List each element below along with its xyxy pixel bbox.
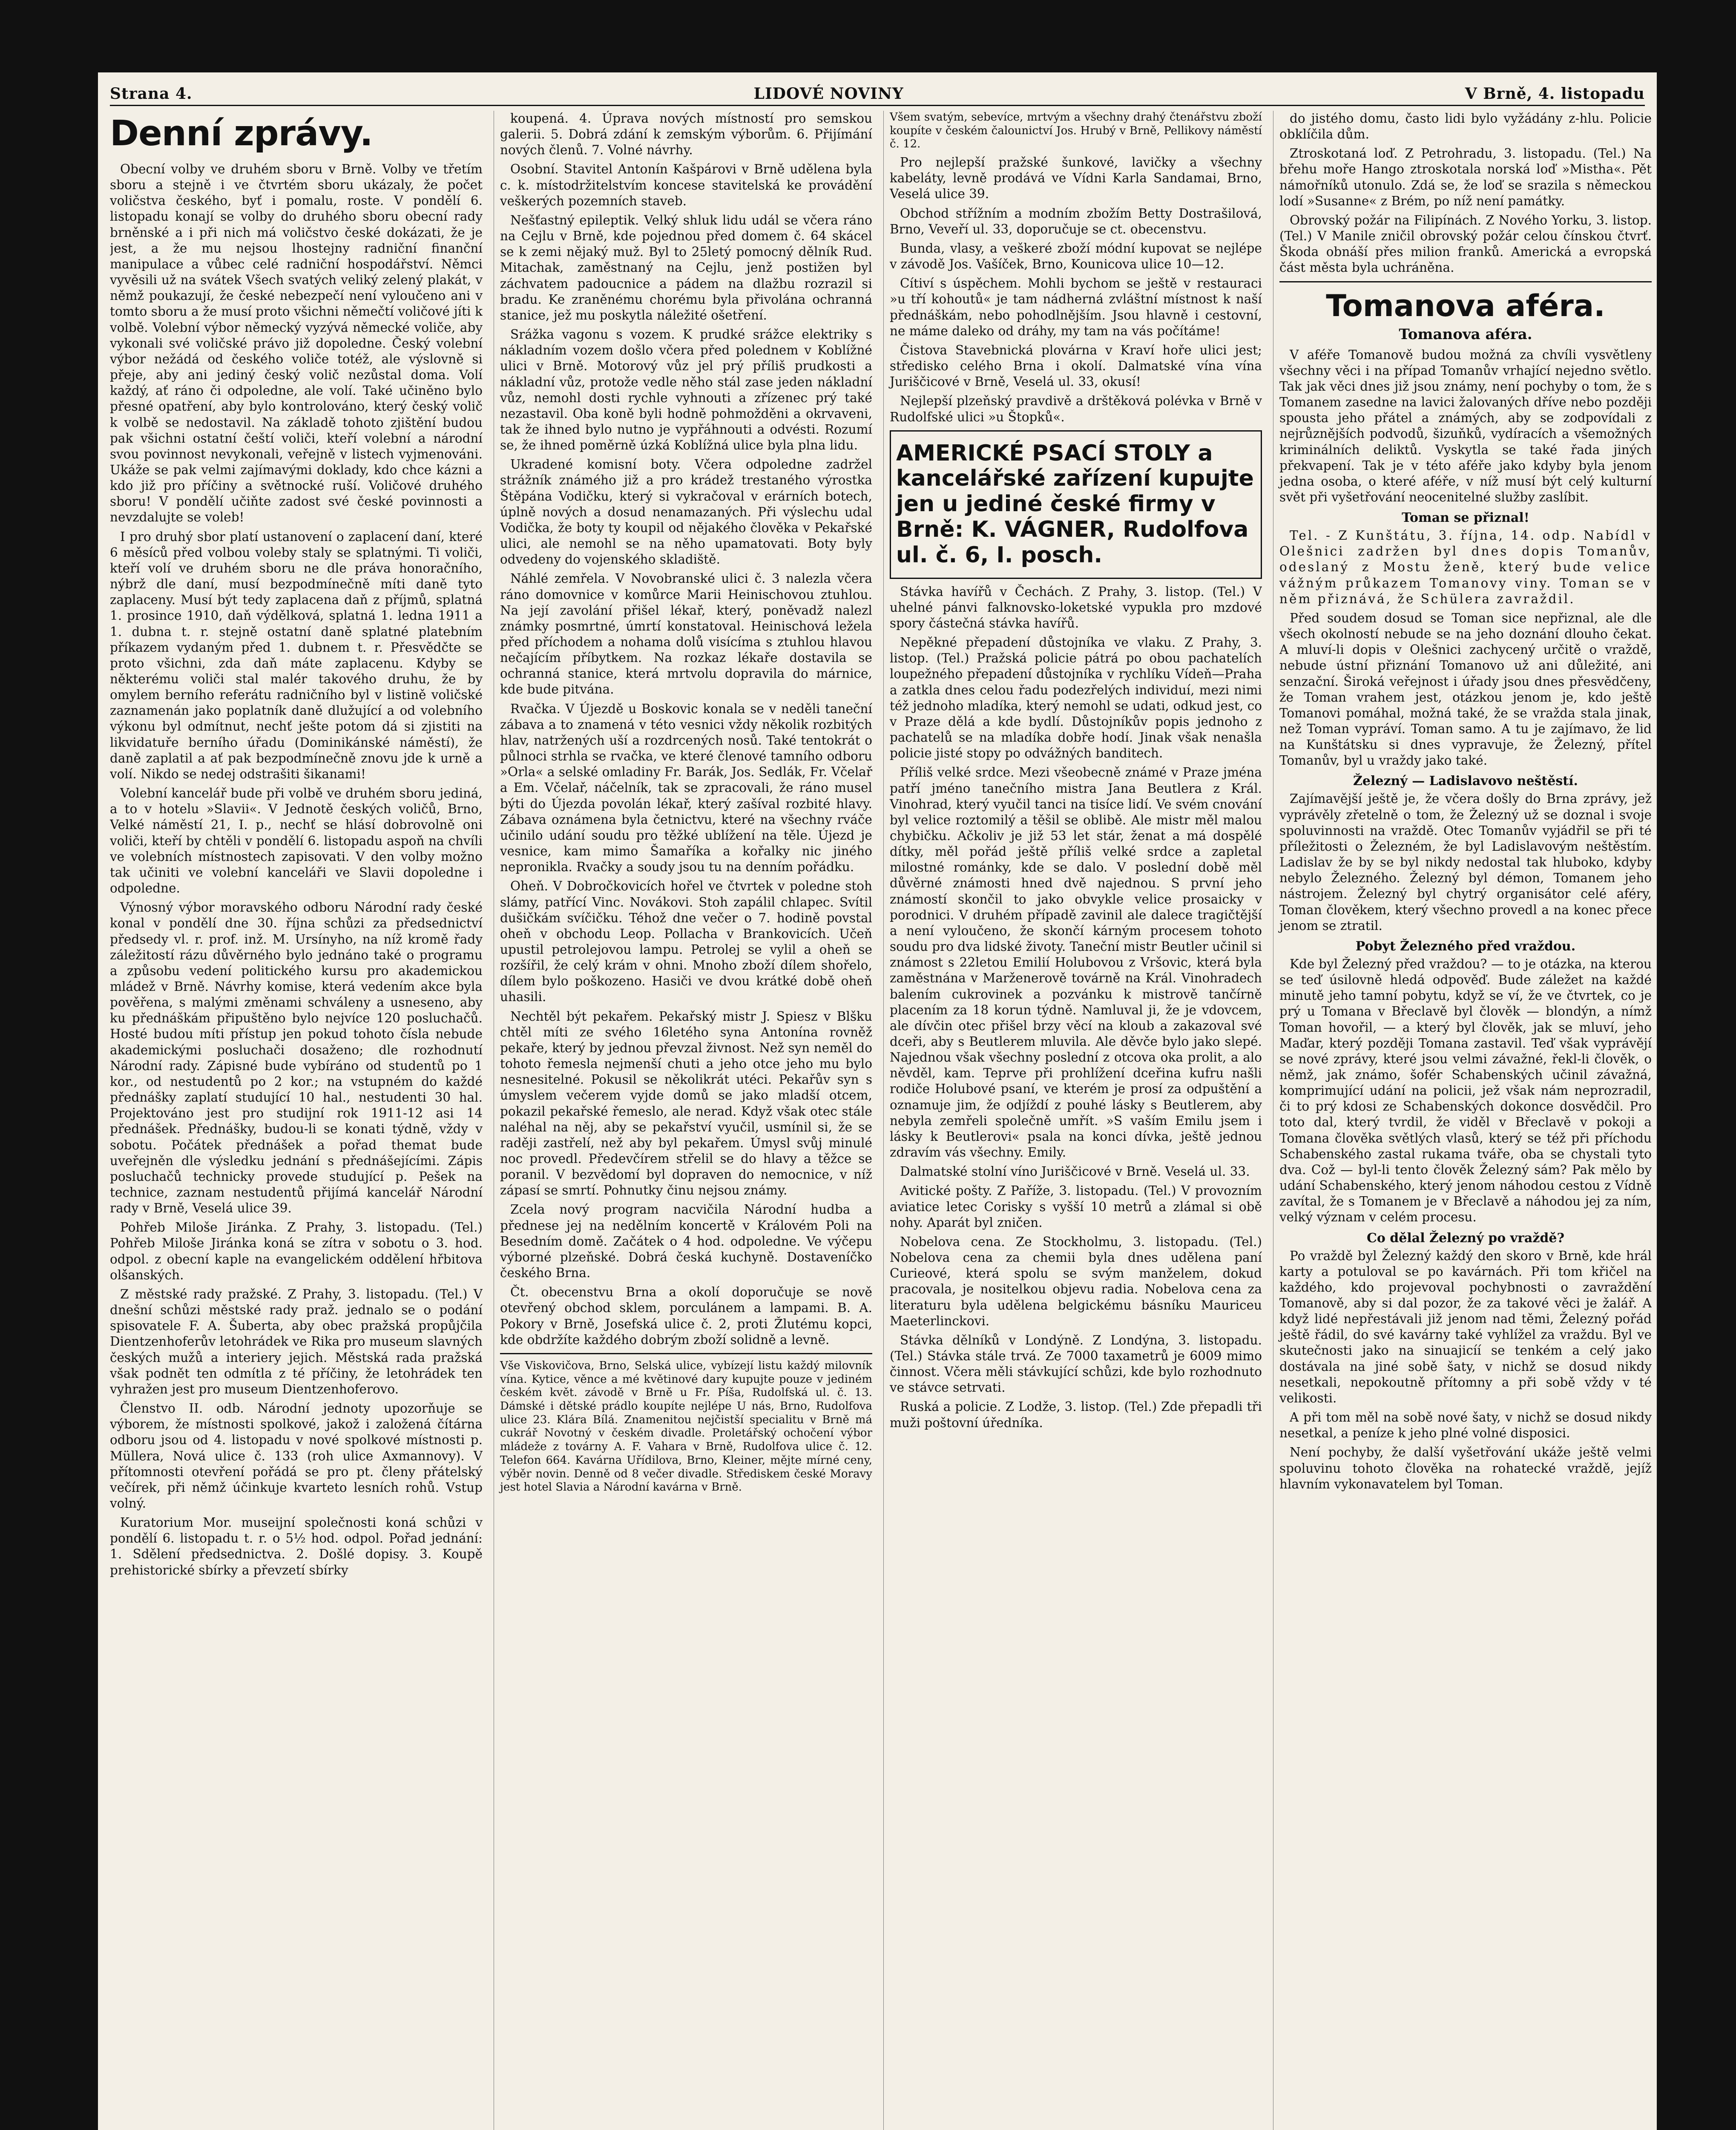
article-headline: Tomanova aféra.: [1326, 288, 1605, 323]
article-paragraph: Kde byl Železný před vraždou? — to je otázka, na kterou se teď úsilovně hledá odpověď. Bude záležet na každé minutě jeho tamní pobytu, když se ví, že ve čtvrtek, co je prý u Tomana v Břeclavě byl člověk — blondýn, a nímž Toman hovořil, — a který byl člověk, jak se mluví, jeho Maďar, který později Tomana zastavil. Teď však vyprávějí se nové zprávy, které jsou velmi závažné, řekl-li člověk, o němž, jak známo, šofér Schabenských učinil závažná, komprimující udání na policii, jež však nám neprozradil, či to prý kdosi ze Schabenských dokonce dosvědčil. Pro toto dal, který tvrdil, že viděl v Břeclavě v pokoji a Tomana člověka světlých vlasů, který se též při příchodu Schabenského zastal rukama tváře, oba se chystali tyto dva. Což — byl-li tento člověk Železný sám? Pak mělo by udání Schabenského, který jenom náhodou cestou z Vídně zavítal, že s Tomanem je v Břeclavě a náhodou jej za ním, velký význam v celém procesu.: [1279, 956, 1652, 1225]
article-paragraph: Cítiví s úspěchem. Mohli bychom se ještě v restauraci »u tří kohoutů« je tam nádherná zvláštní místnost k naší přednáškám, nebo pohodlnějším. Jsou hlavně i cestovní, ne máme daleko od dráhy, my tam na vás počítáme!: [890, 276, 1262, 338]
article-paragraph: Obrovský požár na Filipínách. Z Nového Yorku, 3. listop. (Tel.) V Manile zničil obrovský požár celou čínskou čtvrť. Škoda obnáší přes milion franků. Americká a evropská část města byla uchráněna.: [1279, 213, 1652, 275]
article-paragraph: Kuratorium Mor. museijní společnosti koná schůzi v pondělí 6. listopadu t. r. o 5½ hod. odpol. Pořad jednání: 1. Sdělení předsednictva. 2. Došlé dopisy. 3. Koupě prehistorické sbírky a převzetí sbírky: [110, 1515, 483, 1577]
dateline: V Brně, 4. listopadu: [1465, 85, 1645, 103]
article-paragraph: Pro nejlepší pražské šunkové, lavičky a všechny kabeláty, levně prodává ve Vídni Karla Sandamai, Brno, Veselá ulice 39.: [890, 155, 1262, 201]
article-paragraph: Z městské rady pražské. Z Prahy, 3. listopadu. (Tel.) V dnešní schůzi městské rady praž. jednalo se o podání spisovatele F. A. Šuberta, aby obec pražská propůjčila Dientzenhoferův letohrádek ve Rika pro museum slavných českých mužů a interiery jejich. Městská rada pražská však podnět ten odmítla z té příčiny, že letohrádek ten vyhražen jest pro museum Dientzenhoferovo.: [110, 1287, 483, 1396]
article-paragraph: koupená. 4. Úprava nových místností pro semskou galerii. 5. Dobrá zdání k zemským výborům. 6. Přijímání nových členů. 7. Volné návrhy.: [500, 111, 872, 158]
masthead: LIDOVÉ NOVINY: [753, 85, 904, 103]
article-paragraph: V aféře Tomanově budou možná za chvíli vysvětleny všechny věci i na případ Tomanův vrhající nejedno světlo. Tak jak věci dnes již jsou známy, není pochyby o tom, že s Tomanem zasedne na lavici žalovaných dříve nebo později spousta jeho přátel a známých, aby se zodpovídali z nejrůznějších podvodů, šizuňků, vydíracích a všemožných kriminálních deliktů. Vyskytla se také řada jiných překvapení. Tak je v této aféře jako kdyby byla jenom jedna osoba, o které aféře, v níž musí být celý kulturní svět při vyšetřování neocenitelné služby zaslíbit.: [1279, 347, 1652, 504]
section-subhead: Železný — Ladislavovo neštěstí.: [1353, 774, 1578, 789]
article-paragraph: Ruská a policie. Z Lodže, 3. listop. (Tel.) Zde přepadli tři muži poštovní úředníka.: [890, 1399, 1262, 1430]
article-paragraph: Není pochyby, že další vyšetřování ukáže ještě velmi spoluvinu tohoto člověka na rohatecké vraždě, jejíž hlavním vykonavatelem byl Toman.: [1279, 1445, 1652, 1491]
section-subhead: Co dělal Železný po vraždě?: [1366, 1230, 1565, 1246]
article-paragraph: Nechtěl být pekařem. Pekařský mistr J. Spiesz v Blšku chtěl míti ze svého 16letého syna Antonína rovněž pekaře, který by jednou převzal živnost. Než syn neměl do tohoto řemesla nejmenší chuti a jeho otce jeho mu bylo nesnesitelné. Pokusil se několikrát utéci. Pekařův syn s úmyslem večerem vyjde domů se jako mladší otcem, pokazil pekařské řemeslo, ale nerad. Když však otec stále naléhal na něj, aby se pekařství vyučil, usmínil si, že se raději zastřelí, než aby byl pekařem. Úmysl svůj minulé noc provedl. Předevčírem střelil se do hlavy a těžce se poranil. V bezvědomí byl dopraven do nemocnice, v níž zápasí se smrtí. Pohnutky činu nejsou známy.: [500, 1009, 872, 1198]
article-paragraph: Dalmatské stolní víno Juriščicové v Brně. Veselá ul. 33.: [900, 1164, 1250, 1179]
ad-text: Všem svatým, sebevíce, mrtvým a všechny drahý čtenářstvu zboží koupíte v českém čalounictví Jos. Hrubý v Brně, Pellikovy náměstí č. 12.: [890, 111, 1262, 151]
column-4: [1273, 111, 1652, 2130]
article-paragraph: Obchod střížním a modním zbožím Betty Dostrašilová, Brno, Veveří ul. 33, doporučuje se ct. obecenstvu.: [890, 206, 1262, 236]
classified-ads: [500, 1359, 872, 1494]
article-paragraph: Osobní. Stavitel Antonín Kašpárovi v Brně udělena byla c. k. místodržitelstvím koncese stavitelská ke provádění veškerých pozemních staveb.: [500, 162, 872, 208]
divider: [500, 1353, 872, 1354]
article-paragraph: Obecní volby ve druhém sboru v Brně. Volby ve třetím sboru a stejně i ve čtvrtém sboru ukázaly, že počet voličstva českého, byť i pomalu, roste. V pondělí 6. listopadu konají se volby do druhého sboru obecní rady brněnské a i při nich má voličstvo české dokázati, že je jest, a že mu nejsou lhostejny radniční finanční manipulace a vůbec celé radniční hospodářství. Němci vyvěsili už na svátek Všech svatých veliký zelený plakát, v němž poukazují, že české nebezpečí není vyloučeno ani v tomto sboru a že musí proto všichni němečtí voličové jíti k volbě. Volební výbor německý vyzývá německé voliče, aby vykonali své voličské právo již dopoledne. Český volební výbor nežádá od českého voliče totéž, ale výslovně si přeje, aby ani jediný český volič nezůstal doma. Volí každý, ať ráno či odpoledne, ale volí. Také učiněno bylo přesné opatření, aby bylo kontrolováno, který český volič k volbě se nedostavil. Na základě tohoto zjištění budou pak všichni ostatní čeští voliči, kteří volební a národní svou povinnost nevykonali, veřejně v listech vyjmenováni. Ukáže se pak velmi zajímavými doklady, kdo chce kázni a kdo již pro příčiny a světnocké ruší. Voličové druhého sboru! V pondělí učiňte zadost své české povinnosti a nevzdalujte se voleb!: [110, 162, 483, 525]
classified-ad: [890, 111, 1262, 151]
article-paragraph: Volební kancelář bude při volbě ve druhém sboru jediná, a to v hotelu »Slavii«. V Jednotě českých voličů, Brno, Velké náměstí 21, I. p., nechť se hlásí dobrovolně oni voliči, kteří by chtěli v pondělí 6. listopadu aspoň na chvíli ve volebních místnostech zapisovati. V den volby možno tak učiniti ve volební kanceláři ve Slavii dopoledne i odpoledne.: [110, 786, 483, 896]
page-number: Strana 4.: [110, 85, 193, 103]
article-paragraph: Po vraždě byl Železný každý den skoro v Brně, kde hrál karty a potuloval se po kavárnách. Při tom křičel na každého, kdo projevoval pochybnosti o zavraždění Tomanově, aby si dal pozor, že za takové věci je žalář. A když lidé nepřestávali již jenom nad těmi, Železný pořád ještě řádil, do své kavárny také vyhlížel za vraždu. Byl ve skutečnosti jako na sinuajicíí se tenkém a celý jako dostávala na jiné sobě šaty, v nichž se dosud nikdy nesetkali, nepokoutně přítomny a při sobě vždy v té velikosti.: [1279, 1248, 1652, 1405]
article-paragraph: Avitické pošty. Z Paříže, 3. listopadu. (Tel.) V provozním aviatice letec Corisky s vyšší 10 metrů a zlámal si obě nohy. Aparát byl zničen.: [890, 1183, 1262, 1230]
article-paragraph: Čistova Stavebnická plovárna v Kraví hoře ulici jest; středisko celého Brna i okolí. Dalmatské vína vína Juriščicové v Brně, Veselá ul. 33, okusí!: [890, 343, 1262, 389]
article-paragraph: Náhlé zemřela. V Novobranské ulici č. 3 nalezla včera ráno domovnice v komůrce Marii Heinischovou ztuhlou. Na její zavolání přišel lékař, který, poněvadž nalezl známky posmrtné, úmrtí konstatoval. Heinischová ležela před příchodem a nohama dolů visícíma s ztuhlou hlavou nečajícím příbytkem. Na rozkaz lékaře dostavila se ochranná stanice, která mrtvolu dopravila do márnice, kde bude pitvána.: [500, 571, 872, 697]
newspaper-page: [98, 72, 1657, 2130]
article-paragraph: Stávka dělníků v Londýně. Z Londýna, 3. listopadu. (Tel.) Stávka stále trvá. Ze 7000 taxametrů je 6009 mimo činnost. Včera měli stávkující schůzi, kde bylo rozhodnuto ve stávce setrvati.: [890, 1333, 1262, 1395]
article-paragraph: Tel. - Z Kunštátu, 3. října, 14. odp. Nabídl v Olešnici zadržen byl dnes dopis Tomanův, odeslaný z Mostu ženě, který bude velice vážným průkazem Tomanovy viny. Toman se v něm přiznává, že Schülera zavraždil.: [1279, 528, 1652, 606]
article-paragraph: do jistého domu, často lidi bylo vyžádány z-hlu. Policie obklíčila dům.: [1279, 111, 1652, 142]
article-paragraph: I pro druhý sbor platí ustanovení o zaplacení daní, které 6 měsíců před volbou voleby staly se splatnými. Ti voliči, kteří volí ve druhém sboru ne dle práva honoračního, nýbrž dle daní, musí bezpodmínečně míti daně tyto zaplaceny. Musí být tedy zaplacena daň z příjmů, splatná 1. prosince 1910, daň výdělková, splatná 1. ledna 1911 a 1. dubna t. r. stejně ostatní daně splatné platebním příkazem vydaným před 1. dubnem t. r. Přesvědčte se proto všichni, zda daň máte zaplacenu. Kdyby se některému voliči stal malér takového druhu, že by omylem berního referátu radničního byl v listině voličské zaznamenán jako poplatník daně dlužující a od volebního výkonu byl odmítnut, nechť ješte potom dá si zjistiti na likvidatuře berního úřadu (Dominikánské náměstí), že daně zaplatil a ať pak bezpodmínečně znovu jde k urně a volí. Nikdo se nedej odstrašiti šikanami!: [110, 529, 483, 781]
divider: [1279, 281, 1652, 282]
article-paragraph: Oheň. V Dobročkovicích hořel ve čtvrtek v poledne stoh slámy, patřící Vinc. Novákovi. Stoh zapálil chlapec. Svítil dušičkám svíčičku. Téhož dne večer o 7. hodině povstal oheň v obchodu Leop. Pollacha v Brankovicích. Učeň upustil petrolejovou lampu. Petrolej se vylil a oheň se rozšířil, že celý krám v ohni. Mnoho zboží dílem shořelo, dílem bylo poškozeno. Hasiči ve dvou krátké době oheň uhasili.: [500, 879, 872, 1005]
article-paragraph: Ukradené komisní boty. Včera odpoledne zadržel strážník známého již a pro krádež trestaného výrostka Štěpána Vodičku, který si vykračoval v erárních botech, úplně nových a dosud nenamazaných. Při výslechu udal Vodička, že boty ty koupil od nějakého člověka v Pekařské ulici, ale nemohl se na něho upamatovati. Boty byly odvedeny do vojenského skladiště.: [500, 457, 872, 567]
article-paragraph: Bunda, vlasy, a veškeré zboží módní kupovat se nejlépe v závodě Jos. Vašíček, Brno, Kounicova ulice 10—12.: [890, 241, 1262, 272]
article-paragraph: Zcela nový program nacvičila Národní hudba a přednese jej na nedělním koncertě v Královém Poli na Besedním domě. Začátek o 4 hod. odpoledne. Ve výčepu výborné plzeňské. Dobrá česká kuchyně. Dostaveníčko českého Brna.: [500, 1202, 872, 1281]
article-paragraph: Čt. obecenstvu Brna a okolí doporučuje se nově otevřený obchod sklem, porculánem a lampami. B. A. Pokory v Brně, Josefská ulice č. 2, proti Žlutému kopci, kde obdržíte každého dobrým zboží solidně a levně.: [500, 1285, 872, 1347]
article-paragraph: Nejlepší plzeňský pravdivě a drštěková polévka v Brně v Rudolfské ulici »u Štopků«.: [890, 394, 1262, 424]
article-paragraph: Stávka havířů v Čechách. Z Prahy, 3. listop. (Tel.) V uhelné pánvi falknovsko-loketské vypukla pro mzdové spory částečná stávka havířů.: [890, 584, 1262, 630]
article-paragraph: Nešťastný epileptik. Velký shluk lidu udál se včera ráno na Cejlu v Brně, kde pojednou před domem č. 64 skácel se k zemi nějaký muž. Byl to 25letý pomocný dělník Rud. Mitachak, zaměstnaný na Cejlu, jenž postižen byl záchvatem padoucnice a pádem na dlažbu rozrazil si bradu. Ke zraněnému chorému byla přivolána ochranná stanice, jež mu poskytla náležité ošetření.: [500, 213, 872, 322]
article-paragraph: Výnosný výbor moravského odboru Národní rady české konal v pondělí dne 30. října schůzi za předsednictví předsedy vl. r. prof. inž. M. Ursínyho, na níž kromě řady záležitostí rázu důvěrného bylo jednáno také o programu a způsobu vedení politického kursu pro akademickou mládež v Brně. Návrhy komise, která vedením akce byla pověřena, s malými změnami schváleny a usneseno, aby ku přednáškám připuštěno bylo nejvíce 120 posluchačů. Hosté budou míti přístup jen pokud tohoto čísla nebude akademickými posluchači dosaženo; dle rozhodnutí Národní rady. Zápisné bude vybíráno od studentů po 1 kor., od nestudentů po 2 kor.; na vstupném do každé přednášky zaplatí studující 10 hal., nestudenti 30 hal. Projektováno jest pro studijní rok 1911-12 asi 14 přednášek. Přednášky, budou-li se konati týdně, vždy v sobotu. Počátek přednášek a pořad themat bude uveřejněn dle výsledku jednání s přednášejícími. Zápis posluchačů technicky provede studující p. Pešek na technice, zaznam nestudentů přijímá kancelář Národní rady v Brně, Veselá ulice 39.: [110, 900, 483, 1216]
column-2: [494, 111, 872, 2130]
article-paragraph: Před soudem dosud se Toman sice nepřiznal, ale dle všech okolností nebude se na jeho doznání dlouho čekat. A mluví-li dopis v Olešnici zachycený určitě o vraždě, nebude ústní přiznání Tomanovo už ani důležité, ani senzační. Široká veřejnost i úřady jsou dnes přesvědčeny, že Toman vrahem jest, otázkou jenom je, kdo ještě Tomanovi pomáhal, možná také, že se vražda stala jinak, než Toman vypráví. Toman samo. A tu je zajímavo, že lid na Kunštátsku si dnes vypravuje, že Železný, přítel Tomanův, byl u vraždy jako také.: [1279, 610, 1652, 768]
article-paragraph: Nepěkné přepadení důstojníka ve vlaku. Z Prahy, 3. listop. (Tel.) Pražská policie pátrá po obou pachatelích loupežného přepadení důstojníka v rychlíku Vídeň—Praha a zatkla dnes celou řadu podezřelých individuí, mezi nimi též jednoho mladíka, který nemohl se udati, odkud jest, co v Praze dělá a kde bydlí. Důstojníkův popis jednoho z pachatelů se na mladíka dobře hodí. Jinak však nenašla policie jisté stopy po odvážných banditech.: [890, 635, 1262, 761]
boxed-advertisement: [890, 430, 1262, 579]
ad-text: Vše Viskovičova, Brno, Selská ulice, vybízejí listu každý milovník vína. Kytice, věnce a mé květinové dary kupujte pouze v jediném českém květ. závodě v Brně u Fr. Píša, Rudolfská ul. č. 13. Dámské i dětské prádlo koupíte nejlépe U nás, Brno, Rudolfova ulice 23. Klára Bílá. Znamenitou nejčistší specialitu v Brně má cukrář Novotný v českém divadle. Proletářský ochočení výbor mládeže z továrny A. F. Vahara v Brně, Rudolfova ulice č. 12. Telefon 664. Kavárna Uřídilova, Brno, Kleiner, mějte mírné ceny, výběr novin. Denně od 8 večer divadle. Střediskem české Moravy jest hotel Slavia a Národní kavárna v Brně.: [500, 1359, 872, 1494]
columns: [110, 111, 1652, 2130]
section-subhead: Pobyt Železného před vraždou.: [1355, 938, 1576, 954]
article-paragraph: Členstvo II. odb. Národní jednoty upozorňuje se výborem, že místnosti spolkové, jakož i založená čítárna odboru jsou od 4. listopadu v nové spolkové místnosti p. Müllera, Nová ulice č. 133 (roh ulice Axmannovy). V přítomnosti otevření pořádá se pro pt. členy přátelský večírek, při němž účinkuje kvarteto lesních rohů. Vstup volný.: [110, 1401, 483, 1511]
article-paragraph: Nobelova cena. Ze Stockholmu, 3. listopadu. (Tel.) Nobelova cena za chemii byla dnes udělena paní Curieové, která spolu se svým manželem, dokud pracovala, je nositelkou objevu radia. Nobelova cena za literaturu byla udělena belgickému básníku Mauriceu Maeterlinckovi.: [890, 1234, 1262, 1328]
column-3: [883, 111, 1262, 2130]
article-paragraph: A při tom měl na sobě nové šaty, v nichž se dosud nikdy nesetkal, a peníze k jeho plné volné disposici.: [1279, 1410, 1652, 1441]
article-paragraph: Zajímavější ještě je, že včera došly do Brna zprávy, jež vyprávěly zřetelně o tom, že Železný už se doznal i svoje spoluvinnosti na vraždě. Otec Tomanův vyjádřil se při té příležitosti o Železném, že byl Ladislavovým neštěstím. Ladislav že by se byl nikdy nedostal tak hluboko, kdyby nebylo Železného. Železný byl démon, Tomanem jeho nástrojem. Železný byl chytrý organisátor celé aféry, Toman člověkem, který všechno provedl a na konec přece jenom se ztratil.: [1279, 792, 1652, 933]
section-subhead: Toman se přiznal!: [1402, 510, 1529, 526]
article-paragraph: Ztroskotaná loď. Z Petrohradu, 3. listopadu. (Tel.) Na břehu moře Hango ztroskotala norská loď »Mistha«. Pět námořníků utonulo. Zdá se, že loď se srazila s německou lodí »Susanne« z Brém, po níž není památky.: [1279, 146, 1652, 208]
section-title: Denní zprávy.: [110, 113, 373, 154]
page-header: [110, 85, 1645, 106]
article-paragraph: Příliš velké srdce. Mezi všeobecně známé v Praze jména patří jméno tanečního mistra Jana Beutlera z Král. Vinohrad, který vyučil tanci na tisíce lidí. Ve svém cnování byl velice roztomilý a těšil se oblibě. Ale mistr měl malou chybičku. Ačkoliv je již 53 let stár, ženat a má dospělé dítky, měl pořád ještě příliš velké srdce a zapletal milostné románky, kde se dalo. V poslední době měl důvěrné známosti hned dvě najednou. S první jeho známostí skončil to jako obvykle velice prosaicky v porodnici. V druhém případě zavinil ale dalece tragičtější a není vyloučeno, že skončí kárným procesem tohoto soudu pro dva lidské životy. Taneční mistr Beutler učinil si známost s 22letou Emilií Holubovou z Vršovic, která byla zaměstnána v Marženerově továrně na Král. Vinohradech balením cukrovinek a pozvánku k mistrově tančírně placením za 18 korun týdně. Namluval ji, že je vdovcem, ale dívčin otec přišel brzy věcí na kloub a zakazoval své dceři, aby s Beutlerem mluvila. Ale děvče bylo jako slepé. Najednou však všechny poslední z otcova oka prolit, a alo něvděl, kam. Teprve při prohlížení dceřina kufru našli rodiče Holubové psaní, ve kterém je prosí za odpuštění a oznamuje jim, že odjíždí z pouhé lásky s Beutlerem, aby nebyla zemřeli společně umřít. »S vaším Emilu jsem i lásky k Beutlerovi« psala na konci dívka, ještě jednou zdravím vás všechny. Emily.: [890, 765, 1262, 1160]
article-paragraph: Rvačka. V Újezdě u Boskovic konala se v neděli taneční zábava a to znamená v této vesnici vždy několik rozbitých hlav, natržených uší a rozdrcených nosů. Také tentokrát o půlnoci strhla se rvačka, ve které členové tamního odboru »Orla« a selské omladiny Fr. Barák, Jos. Sedlák, Fr. Včelař a Em. Včelař, náčelník, tak se zpracovali, že ráno musel býti do Újezda povolán lékař, který zašíval rozbité hlavy. Zábava oznámena byla četnictvu, které na všechny rváče učinilo udání soudu pro těžké ublížení na těle. Újezd je vesnice, kam mimo Šamaříka a kořalky nic jiného nepronikla. Rvačky a soudy jsou tu na denním pořádku.: [500, 701, 872, 875]
ad-headline: AMERICKÉ PSACÍ STOLY a kancelářské zařízení kupujte jen u jediné české firmy v Brně: K. VÁGNER, Rudolfova ul. č. 6, I. posch.: [896, 440, 1254, 568]
column-1: [110, 111, 483, 2130]
article-paragraph: Pohřeb Miloše Jiránka. Z Prahy, 3. listopadu. (Tel.) Pohřeb Miloše Jiránka koná se zítra v sobotu o 3. hod. odpol. z obecní kaple na evangelickém oddělení hřbitova olšanských.: [110, 1220, 483, 1282]
article-paragraph: Srážka vagonu s vozem. K prudké srážce elektriky s nákladním vozem došlo včera před polednem v Koblížné ulici v Brně. Motorový vůz jel prý příliš prudkosti a nákladní vůz, protože vedle něho stál zase jeden nákladní vůz, nemohl dosti rychle vyhnouti a zřízenec prý také nezastavil. Oba koně byli hodně pohmožděni a okrvaveni, tak že ihned bylo nutno je vypřáhnouti a odvésti. Rozumí se, že ihned poměrně úzká Koblížná ulice byla plna lidu.: [500, 327, 872, 453]
article-subheadline: Tomanova aféra.: [1399, 325, 1532, 343]
